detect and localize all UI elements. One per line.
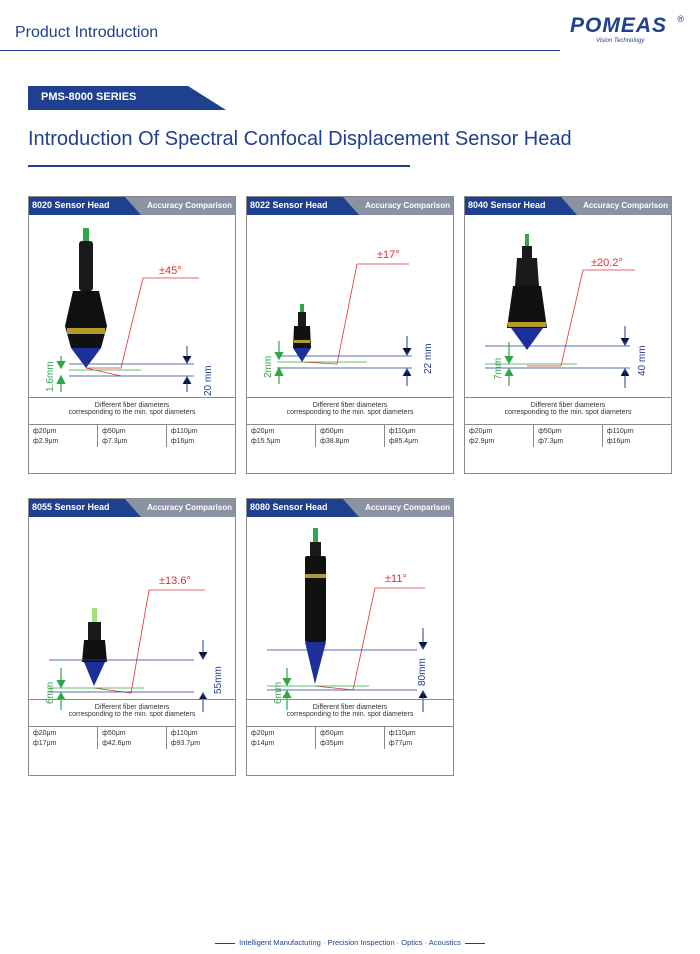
title-underline [28,165,410,167]
spot-diameter-cell: ф85.4μm [388,438,419,445]
angle-label: ±11° [385,573,407,585]
fiber-diameter-cell: ф20μm [247,727,316,740]
fiber-diameter-cell: ф110μm [388,428,416,435]
spot-label: 6mm [45,681,56,704]
caption-line-2: corresponding to the min. spot diameters [68,711,196,718]
card-tab [465,197,671,215]
logo-subtitle: Vision Technology [596,38,645,44]
main-title: Introduction Of Spectral Confocal Displacement Sensor Head [28,128,572,150]
sensor-8040-diagram [465,216,671,412]
sensor-card-8040 [464,196,672,474]
caption-line-1: Different fiber diameters [312,704,388,711]
footer-text: Intelligent Manufacturing · Precision Inspection · Optics · Acoustics [239,938,461,947]
logo-name: POMEAS [570,14,668,37]
angle-label: ±17° [377,249,400,261]
fiber-diameter-cell: ф50μm [534,425,603,438]
card-title: 8022 Sensor Head [250,200,328,210]
caption-line-1: Different fiber diameters [312,402,388,409]
spot-diameter-cell: ф16μm [606,438,631,445]
fiber-diameter-cell: ф20μm [465,425,534,438]
fiber-diameter-cell: ф50μm [98,727,167,740]
fiber-diameter-cell: ф110μm [170,428,198,435]
accuracy-comparison-label: Accuracy Comparison [583,201,668,210]
caption-line-1: Different fiber diameters [94,704,170,711]
angle-label: ±13.6° [159,575,191,587]
card-title: 8020 Sensor Head [32,200,110,210]
series-label: PMS-8000 SERIES [41,91,137,103]
range-label: 20 mm [203,365,214,396]
table-row [247,727,453,740]
range-label: 80mm [417,658,428,686]
company-logo [570,14,684,48]
range-label: 55mm [213,666,224,694]
card-tab [247,499,453,517]
caption-line-1: Different fiber diameters [530,402,606,409]
sensor-8080-diagram [247,518,453,714]
logo-registered-mark: ® [677,14,684,24]
table-row [29,739,235,749]
caption-line-2: corresponding to the min. spot diameters [286,711,414,718]
card-title: 8055 Sensor Head [32,502,110,512]
footer [0,938,700,947]
angle-label: ±20.2° [591,257,623,269]
table-row [247,425,453,438]
spot-diameter-cell: ф77μm [388,740,413,747]
sensor-8022-diagram [247,216,453,412]
fiber-diameter-cell: ф20μm [247,425,316,438]
spot-diameter-cell: ф2.9μm [29,437,98,447]
accuracy-comparison-label: Accuracy Comparison [147,201,232,210]
page-header-title: Product Introduction [15,24,159,41]
card-tab [29,499,235,517]
spec-table [29,726,235,749]
spot-diameter-cell: ф7.3μm [98,437,167,447]
spot-diameter-cell: ф2.9μm [465,437,534,447]
spot-diameter-cell: ф15.5μm [247,437,316,447]
footer-rule-right [465,943,485,944]
table-row [29,425,235,438]
spec-table [465,424,671,447]
spot-diameter-cell: ф17μm [29,739,98,749]
header-rule [0,50,560,51]
fiber-diameter-cell: ф50μm [98,425,167,438]
footer-rule-left [215,943,235,944]
fiber-diameter-cell: ф50μm [316,727,385,740]
spot-diameter-cell: ф42.6μm [98,739,167,749]
sensor-card-8080 [246,498,454,776]
sensor-card-8022 [246,196,454,474]
sensor-card-8020 [28,196,236,474]
spot-diameter-cell: ф93.7μm [170,740,201,747]
fiber-diameter-cell: ф20μm [29,727,98,740]
accuracy-comparison-label: Accuracy Comparison [365,201,450,210]
fiber-diameter-cell: ф110μm [606,428,634,435]
caption-line-1: Different fiber diameters [94,402,170,409]
spot-label: 6mm [273,681,284,704]
card-title: 8080 Sensor Head [250,502,328,512]
spot-diameter-cell: ф38.8μm [316,437,385,447]
caption-line-2: corresponding to the min. spot diameters [286,409,414,416]
table-row [465,437,671,447]
card-tab [247,197,453,215]
table-row [247,437,453,447]
caption-line-2: corresponding to the min. spot diameters [68,409,196,416]
sensor-8020-diagram [29,216,235,412]
spot-diameter-cell: ф16μm [170,438,195,445]
card-title: 8040 Sensor Head [468,200,546,210]
card-tab [29,197,235,215]
fiber-diameter-cell: ф110μm [170,730,198,737]
spot-label: 2mm [263,355,274,378]
caption-line-2: corresponding to the min. spot diameters [504,409,632,416]
fiber-diameter-cell: ф50μm [316,425,385,438]
sensor-card-8055 [28,498,236,776]
accuracy-comparison-label: Accuracy Comparison [365,503,450,512]
series-banner [28,86,226,110]
accuracy-comparison-label: Accuracy Comparison [147,503,232,512]
range-label: 22 mm [423,343,434,374]
spot-label: 7mm [493,357,504,380]
angle-label: ±45° [159,265,182,277]
table-row [29,727,235,740]
spot-diameter-cell: ф7.3μm [534,437,603,447]
table-row [29,437,235,447]
fiber-diameter-cell: ф20μm [29,425,98,438]
table-row [247,739,453,749]
table-row [465,425,671,438]
spot-diameter-cell: ф14μm [247,739,316,749]
fiber-diameter-cell: ф110μm [388,730,416,737]
spec-table [247,424,453,447]
sensor-8055-diagram [29,518,235,714]
spot-diameter-cell: ф35μm [316,739,385,749]
spot-label: 1.6mm [45,361,56,392]
spec-table [29,424,235,447]
spec-table [247,726,453,749]
range-label: 40 mm [637,345,648,376]
